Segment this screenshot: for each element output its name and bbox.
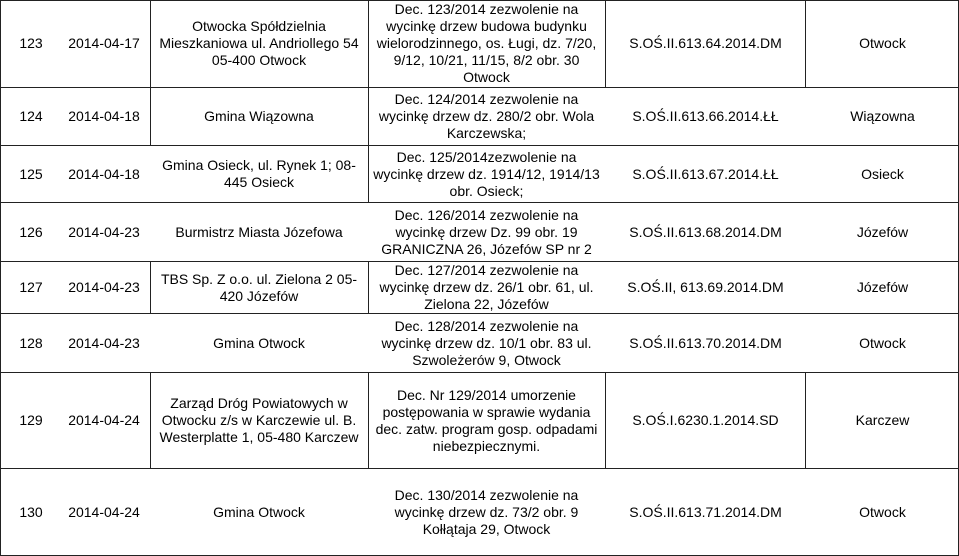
row-decision: Dec. 124/2014 zezwolenie na wycinkę drzew dz. 280/2 obr. Wola Karczewska; xyxy=(378,91,595,141)
row-place: Wiązowna xyxy=(850,108,915,124)
row-decision: Dec. 128/2014 zezwolenie na wycinkę drzew dz. 10/1 obr. 83 ul. Szwoleżerów 9, Otwock xyxy=(381,317,592,368)
row-place: Otwock xyxy=(859,503,906,520)
row-number: 129 xyxy=(19,412,43,428)
row-date: 2014-04-24 xyxy=(68,503,140,520)
row-number: 124 xyxy=(19,108,43,124)
row-case-sign: S.OŚ.II.613.67.2014.ŁŁ xyxy=(632,165,779,182)
row-applicant: Gmina Otwock xyxy=(213,503,305,520)
row-decision: Dec. 123/2014 zezwolenie na wycinkę drzew budowa budynku wielorodzinnego, os. Ługi, dz. 7/20, 9/12, 10/21, 11/15, 8/2 obr. 30 Otwock xyxy=(376,1,597,85)
row-applicant: Gmina Wiązowna xyxy=(204,108,314,124)
row-decision: Dec. 125/2014zezwolenie na wycinkę drzew dz. 1914/12, 1914/13 obr. Osieck; xyxy=(373,148,600,199)
row-case-sign: S.OŚ.II.613.68.2014.DM xyxy=(629,223,782,240)
row-date: 2014-04-23 xyxy=(68,334,140,351)
row-applicant: Gmina Otwock xyxy=(213,334,305,351)
row-applicant: Otwocka Spółdzielnia Mieszkaniowa ul. Andriollego 54 05-400 Otwock xyxy=(159,18,359,68)
row-applicant: Zarząd Dróg Powiatowych w Otwocku z/s w Karczewie ul. B. Westerplatte 1, 05-480 Karczew xyxy=(159,395,359,445)
row-decision: Dec. 127/2014 zezwolenie na wycinkę drzew dz. 26/1 obr. 61, ul. Zielona 22, Józefów xyxy=(379,262,594,312)
row-number: 130 xyxy=(19,503,43,520)
row-date: 2014-04-17 xyxy=(68,35,140,51)
row-place: Józefów xyxy=(856,223,909,240)
row-decision: Dec. Nr 129/2014 umorzenie postępowania w sprawie wydania dec. zatw. program gosp. odpadami niebezpiecznymi. xyxy=(375,386,598,454)
row-date: 2014-04-18 xyxy=(68,165,140,182)
row-date: 2014-04-23 xyxy=(68,279,140,295)
row-date: 2014-04-23 xyxy=(68,223,140,240)
row-case-sign: S.OŚ.II.613.66.2014.ŁŁ xyxy=(632,108,779,124)
row-number: 128 xyxy=(19,334,43,351)
row-decision: Dec. 130/2014 zezwolenie na wycinkę drzew dz. 73/2 obr. 9 Kołłątaja 29, Otwock xyxy=(394,486,579,537)
row-case-sign: S.OŚ.II.613.71.2014.DM xyxy=(629,503,782,520)
row-case-sign: S.OŚ.II.613.70.2014.DM xyxy=(629,334,782,351)
row-place: Otwock xyxy=(859,334,906,351)
row-decision: Dec. 126/2014 zezwolenie na wycinkę drzew Dz. 99 obr. 19 GRANICZNA 26, Józefów SP nr 2 xyxy=(381,206,592,257)
row-place: Karczew xyxy=(855,412,910,428)
row-number: 126 xyxy=(19,223,43,240)
row-case-sign: S.OŚ.I.6230.1.2014.SD xyxy=(632,412,779,428)
row-applicant: Burmistrz Miasta Józefowa xyxy=(175,223,343,240)
row-applicant: TBS Sp. Z o.o. ul. Zielona 2 05- 420 Józefów xyxy=(160,270,358,304)
row-date: 2014-04-24 xyxy=(68,412,140,428)
row-case-sign: S.OŚ.II, 613.69.2014.DM xyxy=(627,279,784,295)
row-case-sign: S.OŚ.II.613.64.2014.DM xyxy=(629,35,782,51)
row-number: 127 xyxy=(19,279,43,295)
table-rule xyxy=(0,0,1,556)
row-date: 2014-04-18 xyxy=(68,108,140,124)
row-number: 123 xyxy=(19,35,43,51)
row-number: 125 xyxy=(19,165,43,182)
row-place: Józefów xyxy=(856,279,909,295)
row-applicant: Gmina Osieck, ul. Rynek 1; 08- 445 Osieck xyxy=(162,157,356,190)
row-place: Otwock xyxy=(859,35,906,51)
row-place: Osieck xyxy=(861,165,904,182)
